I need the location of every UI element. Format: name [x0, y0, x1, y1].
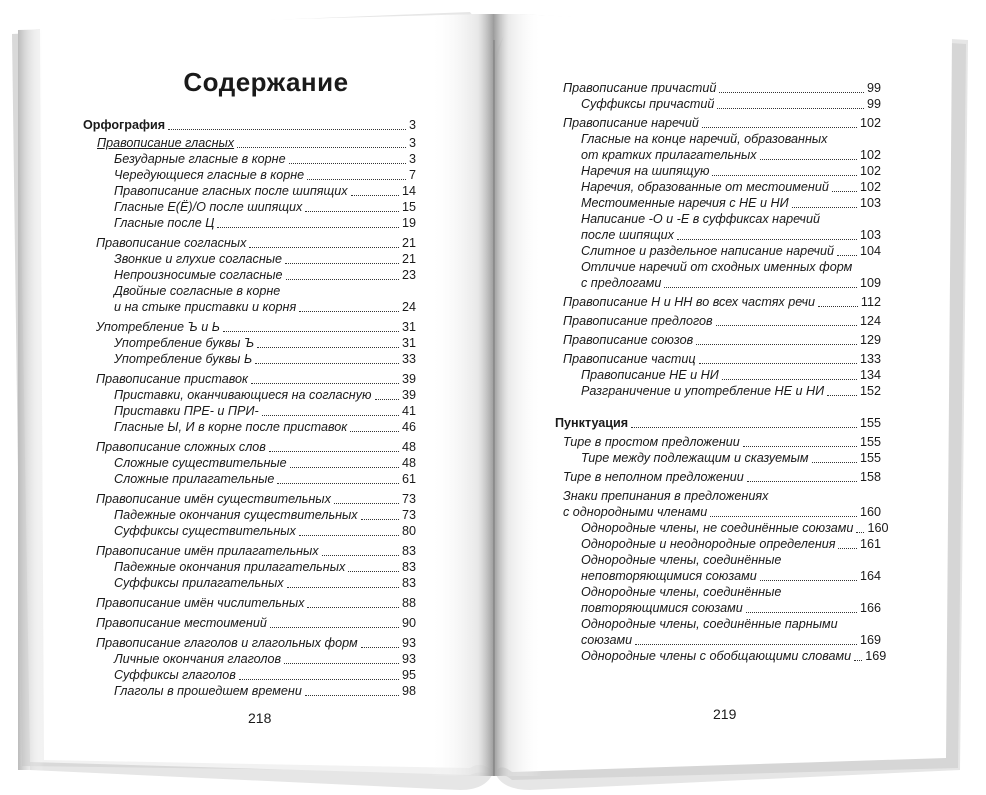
toc-entry-label: Правописание приставок [96, 372, 248, 386]
toc-entry-label: Суффиксы существительных [114, 524, 296, 538]
toc-entry-label: Наречия на шипящую [581, 164, 710, 178]
toc-entry [114, 524, 416, 539]
toc-entry-label: Пунктуация [555, 416, 629, 430]
toc-entry-page: 15 [401, 200, 416, 214]
toc-entry-page: 31 [401, 320, 416, 334]
toc-entry [581, 649, 887, 664]
toc-entry-page: 134 [859, 368, 881, 382]
toc-entry-page: 83 [401, 576, 416, 590]
toc-entry-label: Чередующиеся гласные в корне [114, 168, 305, 182]
toc-entry [563, 314, 881, 329]
toc-entry [563, 333, 881, 348]
toc-entry-label: Написание -О и -Е в суффиксах наречий [581, 212, 820, 226]
toc-entry-label: Однородные члены, соединённые [581, 553, 782, 567]
toc-entry-page: 61 [401, 472, 416, 486]
toc-entry-page: 73 [401, 508, 416, 522]
toc-entry [581, 97, 881, 112]
toc-entry [581, 196, 881, 211]
toc-entry-label: Тире в простом предложении [563, 435, 740, 449]
toc-entry [114, 404, 416, 419]
toc-entry-page: 164 [859, 569, 881, 583]
toc-entry [581, 521, 889, 536]
toc-entry [114, 560, 416, 575]
toc-entry-page: 39 [401, 372, 416, 386]
toc-entry-label: Приставки, оканчивающиеся на согласную [114, 388, 372, 402]
toc-entry [114, 508, 416, 523]
toc-entry [581, 633, 881, 648]
toc-entry [96, 636, 416, 651]
toc-entry-page: 31 [401, 336, 416, 350]
toc-entry [114, 300, 416, 315]
toc-entry-page: 155 [859, 451, 881, 465]
toc-entry-label: Двойные согласные в корне [114, 284, 281, 298]
toc-entry-page: 98 [401, 684, 416, 698]
toc-entry-page: 169 [865, 649, 887, 663]
toc-entry [114, 152, 416, 167]
toc-entry-label: Однородные члены, соединённые [581, 585, 782, 599]
toc-entry [96, 616, 416, 631]
toc-entry [114, 576, 416, 591]
toc-entry-label-line2: от кратких прилагательных [581, 148, 757, 162]
toc-entry-page: 133 [859, 352, 881, 366]
left-page [40, 22, 492, 762]
toc-entry-label: Суффиксы причастий [581, 97, 715, 111]
toc-entry-page: 129 [859, 333, 881, 347]
right-page [495, 22, 945, 762]
toc-entry [114, 388, 416, 403]
toc-entry-label: Сложные существительные [114, 456, 287, 470]
toc-entry-page: 41 [401, 404, 416, 418]
toc-entry-page: 166 [859, 601, 881, 615]
toc-entry-label: Гласные на конце наречий, образованных [581, 132, 828, 146]
toc-entry [563, 295, 881, 310]
toc-entry [96, 236, 416, 251]
toc-entry-page: 21 [401, 236, 416, 250]
toc-entry-page: 104 [859, 244, 881, 258]
toc-entry [96, 492, 416, 507]
toc-entry [563, 505, 881, 520]
toc-entry-label: Знаки препинания в предложениях [563, 489, 769, 503]
toc-entry-page: 103 [859, 228, 881, 242]
toc-entry-page: 102 [859, 116, 881, 130]
toc-entry-page: 3 [408, 118, 416, 132]
toc-entry-label: Безударные гласные в корне [114, 152, 286, 166]
toc-entry [581, 180, 881, 195]
toc-entry-label-line2: с предлогами [581, 276, 662, 290]
toc-entry-label-line2: неповторяющимися союзами [581, 569, 757, 583]
toc-entry-page: 158 [859, 470, 881, 484]
toc-entry [581, 537, 881, 552]
toc-entry [563, 470, 881, 485]
toc-entry-label: Правописание сложных слов [96, 440, 266, 454]
toc-entry-label: Сложные прилагательные [114, 472, 275, 486]
toc-entry-label: Правописание согласных [96, 236, 247, 250]
toc-entry [563, 81, 881, 96]
toc-entry-label: Непроизносимые согласные [114, 268, 283, 282]
toc-entry [581, 228, 881, 243]
toc-entry-page: 102 [859, 180, 881, 194]
toc-entry-page: 103 [859, 196, 881, 210]
page-number: 218 [248, 710, 272, 726]
toc-entry-page: 7 [408, 168, 416, 182]
toc-entry-label: Правописание предлогов [563, 314, 713, 328]
toc-entry [96, 544, 416, 559]
toc-entry-page: 33 [401, 352, 416, 366]
toc-entry [96, 320, 416, 335]
toc-entry-label: Отличие наречий от сходных именных форм [581, 260, 853, 274]
toc-entry-label: Правописание НЕ и НИ [581, 368, 719, 382]
toc-entry-label: Падежные окончания прилагательных [114, 560, 346, 574]
toc-entry [581, 451, 881, 466]
toc-entry [581, 601, 881, 616]
toc-entry-label: Употребление буквы Ь [114, 352, 253, 366]
toc-entry-label: Звонкие и глухие согласные [114, 252, 283, 266]
toc-entry-label: Однородные члены, соединённые парными [581, 617, 838, 631]
toc-entry [581, 164, 881, 179]
toc-entry-page: 109 [859, 276, 881, 290]
toc-entry [563, 435, 881, 450]
toc-entry-label: Правописание гласных после шипящих [114, 184, 348, 198]
toc-entry [97, 136, 416, 151]
toc-entry-page: 80 [401, 524, 416, 538]
toc-entry [114, 216, 416, 231]
toc-entry-label-line2: повторяющимися союзами [581, 601, 743, 615]
toc-entry-page: 99 [866, 81, 881, 95]
toc-entry-page: 160 [859, 505, 881, 519]
toc-entry [83, 118, 416, 133]
toc-entry-page: 169 [859, 633, 881, 647]
toc-entry-label: Правописание глаголов и глагольных форм [96, 636, 358, 650]
toc-entry-label: Правописание наречий [563, 116, 699, 130]
toc-entry [581, 368, 881, 383]
toc-entry [114, 352, 416, 367]
toc-entry-page: 3 [408, 136, 416, 150]
toc-entry-page: 95 [401, 668, 416, 682]
toc-entry-page: 3 [408, 152, 416, 166]
toc-entry [114, 472, 416, 487]
toc-entry-label: Правописание местоимений [96, 616, 267, 630]
toc-entry-label: Однородные и неоднородные определения [581, 537, 836, 551]
toc-entry [563, 116, 881, 131]
toc-entry [96, 440, 416, 455]
toc-entry-label: Правописание имён прилагательных [96, 544, 319, 558]
toc-entry-label: Однородные члены с обобщающими словами [581, 649, 852, 663]
page-title: Содержание [183, 67, 349, 97]
toc-entry-page: 23 [401, 268, 416, 282]
toc-entry-label: Правописание имён числительных [96, 596, 305, 610]
toc-entry-label: Местоименные наречия с НЕ и НИ [581, 196, 789, 210]
toc-entry [96, 372, 416, 387]
toc-entry [114, 668, 416, 683]
toc-entry-label: Правописание причастий [563, 81, 717, 95]
toc-entry-label: Орфография [83, 118, 166, 132]
toc-entry [581, 148, 881, 163]
toc-entry [114, 184, 416, 199]
toc-entry-label: Гласные Ы, И в корне после приставок [114, 420, 348, 434]
toc-entry-label: Падежные окончания существительных [114, 508, 358, 522]
toc-entry-page: 24 [401, 300, 416, 314]
toc-entry-label-line2: после шипящих [581, 228, 674, 242]
toc-entry-label: Правописание частиц [563, 352, 696, 366]
toc-entry-label: Правописание имён существительных [96, 492, 331, 506]
toc-entry-label: Употребление Ъ и Ь [96, 320, 220, 334]
toc-entry-page: 93 [401, 652, 416, 666]
toc-entry-label: Глаголы в прошедшем времени [114, 684, 302, 698]
toc-entry-label: Приставки ПРЕ- и ПРИ- [114, 404, 259, 418]
toc-entry [114, 652, 416, 667]
toc-entry-label-line2: союзами [581, 633, 633, 647]
toc-entry-label: Слитное и раздельное написание наречий [581, 244, 835, 258]
toc-entry-page: 19 [401, 216, 416, 230]
toc-entry-page: 73 [401, 492, 416, 506]
toc-entry [581, 569, 881, 584]
toc-entry-page: 160 [867, 521, 889, 535]
toc-entry-page: 161 [859, 537, 881, 551]
toc-entry-page: 46 [401, 420, 416, 434]
toc-entry [581, 384, 881, 399]
toc-entry-page: 112 [860, 295, 881, 309]
toc-entry-page: 48 [401, 440, 416, 454]
toc-entry [114, 684, 416, 699]
page-number: 219 [713, 706, 737, 722]
toc-entry-page: 155 [859, 416, 881, 430]
toc-entry [114, 336, 416, 351]
toc-entry [114, 420, 416, 435]
toc-entry-page: 48 [401, 456, 416, 470]
toc-entry-label: Правописание Н и НН во всех частях речи [563, 295, 816, 309]
toc-entry [114, 268, 416, 283]
toc-entry-page: 83 [401, 544, 416, 558]
toc-entry [114, 252, 416, 267]
toc-entry-page: 21 [401, 252, 416, 266]
toc-entry [114, 456, 416, 471]
toc-entry-page: 102 [859, 148, 881, 162]
toc-entry [581, 276, 881, 291]
toc-entry [114, 168, 416, 183]
toc-entry [563, 352, 881, 367]
toc-entry-label: Употребление буквы Ъ [114, 336, 255, 350]
toc-entry-label-line2: и на стыке приставки и корня [114, 300, 297, 314]
toc-entry [581, 244, 881, 259]
toc-entry-label: Тире между подлежащим и сказуемым [581, 451, 809, 465]
toc-entry-label: Однородные члены, не соединённые союзами [581, 521, 854, 535]
toc-entry-label: Суффиксы глаголов [114, 668, 236, 682]
toc-entry-page: 83 [401, 560, 416, 574]
toc-entry-page: 99 [866, 97, 881, 111]
toc-entry-label: Разграничение и употребление НЕ и НИ [581, 384, 825, 398]
toc-entry-page: 152 [859, 384, 881, 398]
toc-entry-page: 93 [401, 636, 416, 650]
toc-entry-page: 155 [859, 435, 881, 449]
toc-entry [555, 416, 881, 431]
toc-entry-label: Суффиксы прилагательных [114, 576, 284, 590]
toc-entry [114, 200, 416, 215]
toc-entry-page: 124 [859, 314, 881, 328]
toc-entry-label: Правописание гласных [97, 136, 235, 150]
toc-entry-label: Гласные Е(Ё)/О после шипящих [114, 200, 303, 214]
toc-entry-label-line2: с однородными членами [563, 505, 708, 519]
toc-entry-label: Личные окончания глаголов [114, 652, 282, 666]
toc-entry-page: 102 [859, 164, 881, 178]
toc-entry [96, 596, 416, 611]
toc-entry-label: Тире в неполном предложении [563, 470, 744, 484]
toc-entry-label: Гласные после Ц [114, 216, 215, 230]
toc-entry-label: Правописание союзов [563, 333, 694, 347]
toc-entry-page: 88 [401, 596, 416, 610]
toc-entry-label: Наречия, образованные от местоимений [581, 180, 829, 194]
toc-entry-page: 90 [401, 616, 416, 630]
toc-entry-page: 14 [401, 184, 416, 198]
toc-entry-page: 39 [401, 388, 416, 402]
